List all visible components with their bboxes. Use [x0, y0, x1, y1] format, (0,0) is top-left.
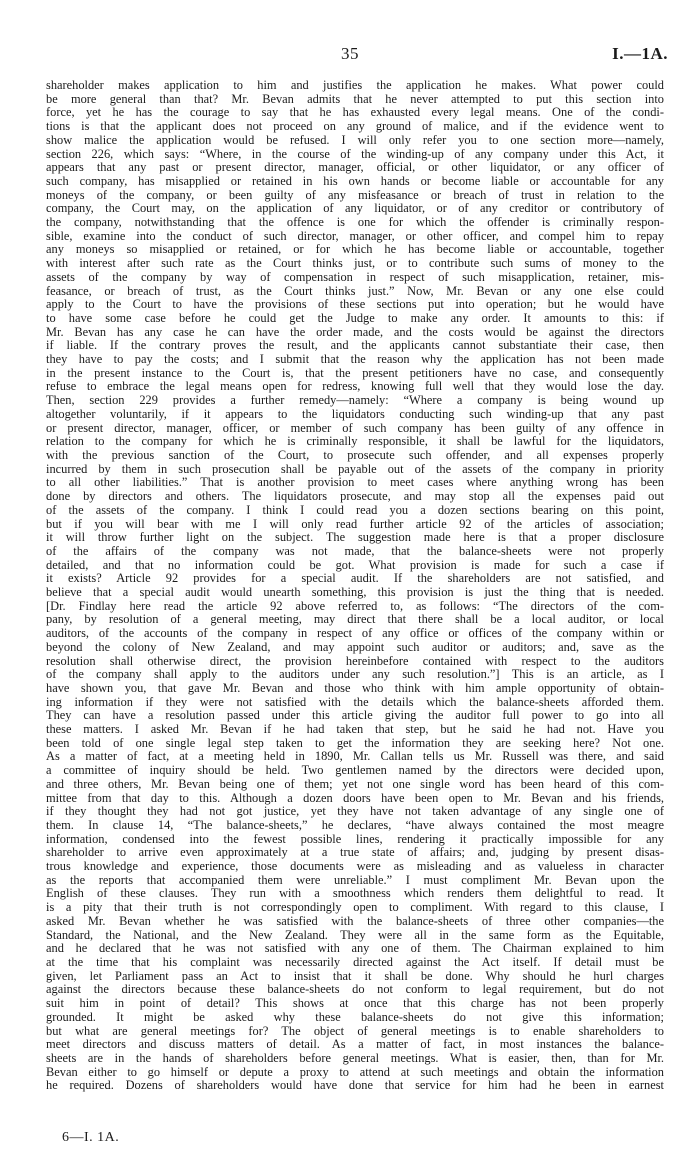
body-line: feasance, or breach of trust, as the Court thinks just.” Now, Mr. Bevan or any one else could — [46, 284, 664, 298]
body-line: [Dr. Findlay here read the article 92 above referred to, as follows: “The directors of the com- — [46, 599, 664, 613]
body-line: a committee of inquiry should be held. Two gentlemen named by the directors were decided upon, — [46, 764, 664, 778]
body-line: against the directors because these balance-sheets do not conform to legal requirement, but do not — [46, 983, 664, 997]
body-line: in the present instance to the Court is, that the present petitioners have no case, and consequently — [46, 366, 664, 380]
body-line: They can have a resolution passed under this article giving the auditor full power to go into all — [46, 709, 664, 723]
body-line: it will throw further light on the subject. The suggestion made here is that a proper disclosure — [46, 531, 664, 545]
body-line: is a pity that their truth is not correspondingly open to compliment. With regard to this clause, I — [46, 901, 664, 915]
body-line: pany, by resolution of a general meeting, may direct that there shall be a local auditor, or local — [46, 613, 664, 627]
body-line: force, yet he has the courage to say that he has exhausted every legal means. One of the condi- — [46, 106, 664, 120]
body-line: the company, notwithstanding that the offence is one for which the offender is criminally respon- — [46, 216, 664, 230]
body-line: moneys of the company, or been guilty of any misfeasance or breach of trust in relation to the — [46, 188, 664, 202]
body-line: given, let Parliament pass an Act to insist that it shall be done. Why should he hurl charges — [46, 969, 664, 983]
body-line: section 226, which says: “Where, in the course of the winding-up of any company under this Act, it — [46, 147, 664, 161]
body-line: sible, examine into the conduct of such director, manager, or other officer, and compel him to repay — [46, 229, 664, 243]
body-line: been told of one single legal step taken to get the information they are seeking here? Not one. — [46, 736, 664, 750]
body-line: any moneys so misapplied or retained, or for which he has become liable or accountable, together — [46, 243, 664, 257]
body-line: shareholder makes application to him and justifies the application he makes. What power could — [46, 79, 664, 92]
body-line: such company, has misapplied or retained in his own hands or become liable or accountable for any — [46, 174, 664, 188]
body-line: shareholder to arrive even approximately at a true state of affairs; and, judging by present disas- — [46, 846, 664, 860]
body-line: these matters. I asked Mr. Bevan if he had taken that step, but he said he had not. Have you — [46, 723, 664, 737]
paper-reference: I.—1A. — [612, 44, 668, 63]
body-line: relation to the company for which he is criminally responsible, it shall be lawful for the liquidators, — [46, 435, 664, 449]
body-line: apply to the Court to have the provisions of these sections put into operation; but he would have — [46, 298, 664, 312]
body-line: be more general than that? Mr. Bevan admits that he never attempted to put this section into — [46, 92, 664, 106]
body-line: sheets are in the hands of shareholders before general meetings. What is easier, then, than for Mr. — [46, 1051, 664, 1065]
body-line: refuse to embrace the legal means open for redress, knowing full well that they would lose the day. — [46, 380, 664, 394]
body-line: and three others, Mr. Bevan being one of them; yet not one single word has been heard of this com- — [46, 777, 664, 791]
body-line: asked Mr. Bevan whether he was satisfied with the balance-sheets of three other companies—the — [46, 914, 664, 928]
page-number: 35 — [341, 44, 359, 63]
body-line: and he declared that he was not satisfied with any one of them. The Chairman explained to him — [46, 942, 664, 956]
body-line: of the company shall apply to the auditors under any such resolution.”] This is an article, as I — [46, 668, 664, 682]
body-line: assets of the company by way of compensation in respect of such misapplication, retainer, mis- — [46, 270, 664, 284]
body-line: English of these clauses. They run with a smoothness which renders them delightful to read. It — [46, 887, 664, 901]
body-line: but if you will bear with me I will only read further article 92 of the articles of association; — [46, 517, 664, 531]
body-line: if they thought they had not got justice, yet they have not taken advantage of any single one of — [46, 805, 664, 819]
body-line: mittee from that day to this. Although a dozen doors have been open to Mr. Bevan and his friends, — [46, 791, 664, 805]
body-line: they have to pay the costs; and I submit that the reason why the application has not been made — [46, 353, 664, 367]
body-line: altogether voluntarily, if it appears to the liquidators conducting such winding-up that any past — [46, 407, 664, 421]
body-line: show malice the application would be refused. I will only refer you to one section more—namely, — [46, 133, 664, 147]
body-line: have shown you, that gave Mr. Bevan and those who think with him ample opportunity of obtain- — [46, 681, 664, 695]
body-line: tions is that the applicant does not proceed on any ground of malice, and if the evidence went to — [46, 120, 664, 134]
body-line: Then, section 229 provides a further remedy—namely: “Where a company is being wound up — [46, 394, 664, 408]
body-line: he required. Dozens of shareholders would have done that service for him had he been in earnest — [46, 1079, 664, 1093]
body-line: meet directors and discuss matters of detail. As a matter of fact, in most instances the balance- — [46, 1038, 664, 1052]
body-line: beyond the colony of New Zealand, and may appoint such auditor or auditors; and, save as the — [46, 640, 664, 654]
body-line: it exists? Article 92 provides for a special audit. If the shareholders are not satisfied, and — [46, 572, 664, 586]
body-line: to have some case before he could get the Judge to make any order. It amounts to this: if — [46, 311, 664, 325]
body-line: ing information if they were not satisfied with the details which the balance-sheets afforded them. — [46, 695, 664, 709]
body-line: information, condensed into the fewest possible lines, rendering it practically impossible for any — [46, 832, 664, 846]
body-line: auditors, of the accounts of the company in respect of any office or offices of the company within or — [46, 627, 664, 641]
body-line: resolution shall otherwise direct, the provision hereinbefore contained with respect to the auditors — [46, 654, 664, 668]
body-line: or present director, manager, officer, or member of such company has been guilty of any offence in — [46, 421, 664, 435]
body-line: done by directors and others. The liquidators prosecute, and may stop all the expenses paid out — [46, 490, 664, 504]
body-line: As a matter of fact, at a meeting held in 1890, Mr. Callan tells us Mr. Russell was there, and said — [46, 750, 664, 764]
body-line: believe that a special audit would unearth something, this provision is just the thing that is needed. — [46, 586, 664, 600]
body-line: as the reports that accompanied them were unreliable.” I must compliment Mr. Bevan upon the — [46, 873, 664, 887]
body-line: if liable. If the contrary proves the result, and the applicants cannot substantiate their case, then — [46, 339, 664, 353]
body-line: but what are general meetings for? The object of general meetings is to enable shareholders to — [46, 1024, 664, 1038]
body-line: trous knowledge and experience, those documents were as misleading and as valueless in character — [46, 860, 664, 874]
body-line: incurred by them in such prosecution shall be payable out of the assets of the company in priority — [46, 462, 664, 476]
body-line: at the time that his complaint was necessarily directed against the Act itself. If detail must be — [46, 956, 664, 969]
body-line: of the assets of the company. I think I could read you a dozen sections bearing on this point, — [46, 503, 664, 517]
body-line: appears that any past or present director, manager, official, or other liquidator, or any officer of — [46, 161, 664, 175]
body-line: Mr. Bevan has any case he can have the order made, and the costs would be against the directors — [46, 325, 664, 339]
body-line: grounded. It might be asked why these balance-sheets do not give this information; — [46, 1010, 664, 1024]
body-line: with interest after such rate as the Court thinks just, or to contribute such sums of money to the — [46, 257, 664, 271]
body-line: to all other liabilities.” That is another provision to meet cases where anything wrong has been — [46, 476, 664, 490]
body-line: detailed, and that no information could be got. What provision is made for such a case if — [46, 558, 664, 572]
body-line: them. In clause 14, “The balance-sheets,” he declares, “have always contained the most meagre — [46, 818, 664, 832]
body-text — [46, 79, 664, 1093]
body-line: suit him in point of detail? This shows at once that this charge has not been properly — [46, 997, 664, 1011]
body-line: of the affairs of the company was not made, that the balance-sheets were not properly — [46, 544, 664, 558]
body-line: with the previous sanction of the Court, to prosecute such offender, and all expenses properly — [46, 448, 664, 462]
body-line: Bevan either to go himself or depute a proxy to attend at such meetings and obtain the information — [46, 1065, 664, 1079]
body-line: company, the Court may, on the application of any liquidator, or of any creditor or contributory of — [46, 202, 664, 216]
footer-signature: 6—I. 1A. — [62, 1130, 120, 1145]
body-line: Standard, the National, and the New Zealand. They were all in the same form as the Equitable, — [46, 928, 664, 942]
